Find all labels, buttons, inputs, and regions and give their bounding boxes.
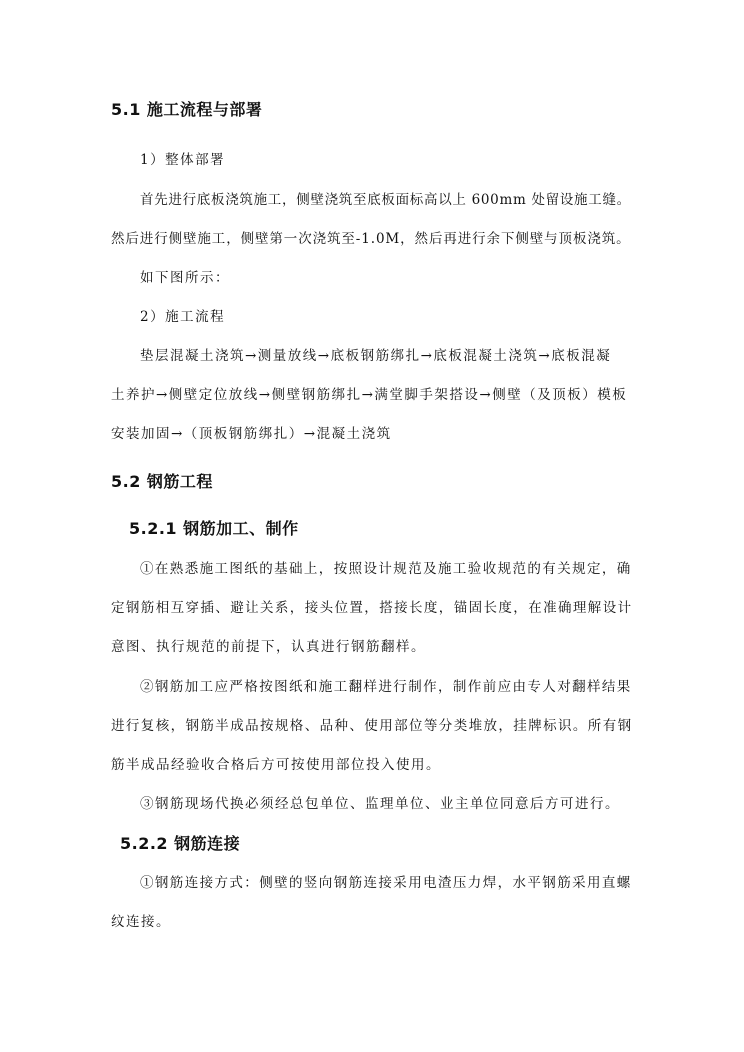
paragraph-line: 筋半成品经验收合格后方可按使用部位投入使用。 [111, 757, 441, 773]
subsection-label-overall-deployment: 1）整体部署 [140, 152, 226, 168]
paragraph-line: ①在熟悉施工图纸的基础上，按照设计规范及施工验收规范的有关规定，确 [140, 561, 632, 577]
paragraph-line: ①钢筋连接方式：侧壁的竖向钢筋连接采用电渣压力焊，水平钢筋采用直螺 [140, 875, 632, 891]
section-heading-5-1: 5.1 施工流程与部署 [111, 100, 263, 119]
paragraph-line: 垫层混凝土浇筑→测量放线→底板钢筋绑扎→底板混凝土浇筑→底板混凝 [140, 348, 612, 364]
paragraph-line: 纹连接。 [111, 914, 171, 930]
paragraph-line: 进行复核，钢筋半成品按规格、品种、使用部位等分类堆放，挂牌标识。所有钢 [111, 718, 633, 734]
subsection-heading-5-2-2: 5.2.2 钢筋连接 [120, 834, 241, 853]
paragraph-line: 首先进行底板浇筑施工，侧壁浇筑至底板面标高以上 600mm 处留设施工缝。 [140, 192, 631, 208]
paragraph-line: ②钢筋加工应严格按图纸和施工翻样进行制作，制作前应由专人对翻样结果 [140, 679, 632, 695]
paragraph-line: 安装加固→（顶板钢筋绑扎）→混凝土浇筑 [111, 426, 392, 442]
paragraph-line: ③钢筋现场代换必须经总包单位、监理单位、业主单位同意后方可进行。 [140, 796, 620, 812]
subsection-heading-5-2-1: 5.2.1 钢筋加工、制作 [129, 519, 299, 538]
paragraph-line: 如下图所示： [140, 270, 230, 286]
paragraph-line: 意图、执行规范的前提下，认真进行钢筋翻样。 [111, 639, 426, 655]
paragraph-line: 定钢筋相互穿插、避让关系，接头位置，搭接长度，锚固长度，在准确理解设计 [111, 600, 633, 616]
subsection-label-construction-process: 2）施工流程 [140, 309, 226, 325]
paragraph-line: 土养护→侧壁定位放线→侧壁钢筋绑扎→满堂脚手架搭设→侧壁（及顶板）模板 [111, 387, 628, 403]
paragraph-line: 然后进行侧壁施工，侧壁第一次浇筑至-1.0M，然后再进行余下侧壁与顶板浇筑。 [111, 231, 631, 247]
section-heading-5-2: 5.2 钢筋工程 [111, 472, 213, 491]
